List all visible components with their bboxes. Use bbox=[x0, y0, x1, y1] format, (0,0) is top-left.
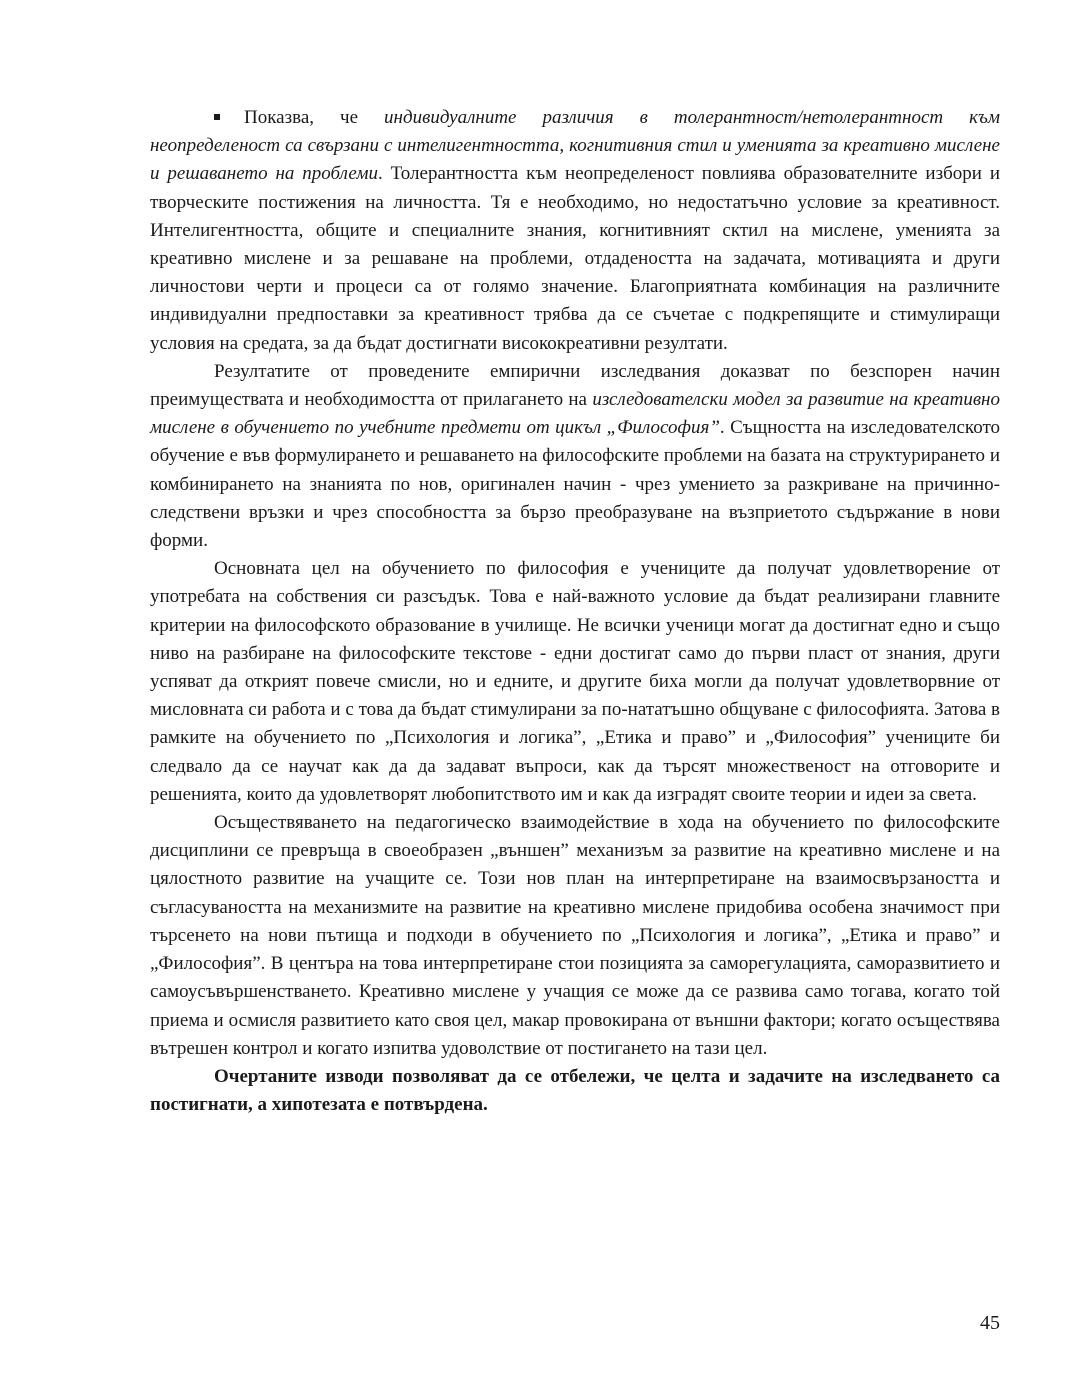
p1-lead: Показва, че bbox=[244, 107, 385, 128]
p1-rest: . Толерантността към неопределеност повлиява образователните избори и творческите постижения на личността. Тя е необходимо, но недостатъчно условие за креативност. Интелигентността, общите и специалните знания, когнитивният сктил на мислене, уменията за креативно мислене и за решаване на проблеми, отдадеността на задачата, мотивацията и други личностови черти и процеси са от голямо значение. Благоприятната комбинация на различните индивидуални предпоставки за креативност трябва да се съчетае с подкрепящите и стимулиращи условия на средата, за да бъдат достигнати висококреативни резултати. bbox=[150, 163, 1000, 354]
paragraph-pedagogical-interaction: Осъществяването на педагогическо взаимодействие в хода на обучението по философските дисциплини се превръща в своеобразен „външен” механизъм за развитие на креативно мислене и на цялостното развитие на учащите се. Този нов план на интерпретиране на взаимосвързаността и съгласуваността на механизмите на развитие на креативно мислене придобива особена значимост при търсенето на нови пътища и подходи в обучението по „Психология и логика”, „Етика и право” и „Философия”. В центъра на това интерпретиране стои позицията за саморегулацията, саморазвитието и самоусъвършенстването. Креативно мислене у учащия се може да се развива само тогава, когато той приема и осмисля развитието като своя цел, макар провокирана от външни фактори; когато осъществява вътрешен контрол и когато изпитва удоволствие от постигането на тази цел. bbox=[150, 812, 1000, 1059]
bullet-icon bbox=[214, 114, 220, 120]
page-number: 45 bbox=[980, 1312, 1000, 1334]
p2-italic: изследователски модел за развитие на креативно мислене в обучението по учебните предмети от цикъл „Философия” bbox=[150, 389, 1000, 439]
paragraph-main-goal: Основната цел на обучението по философия е учениците да получат удовлетворение от употребата на собствения си разсъдък. Това е най-важното условие да бъдат реализирани главните критерии на философското образование в училище. Не всички ученици могат да достигнат едно и също ниво на разбиране на философските текстове - едни достигат само до първи пласт от знания, други успяват да открият повече смисли, но и едните, и другите биха могли да получат удовлетворвние от мисловната си работа и с това да бъдат стимулирани за по-нататъшно общуване с философията. Затова в рамките на обучението по „Психология и логика”, „Етика и право” и „Философия” учениците би следвало да се научат как да да задават въпроси, как да търсят множественост на отговорите и решенията, които да удовлетворят любопитството им и как да изградят своите теории и идеи за света. bbox=[150, 558, 1000, 805]
p1-italic: индивидуалните различия в толерантност/нетолерантност към неопределеност са свързани с интелигентността, когнитивния стил и уменията за креативно мислене и решаването на проблеми bbox=[150, 107, 1000, 185]
document-body bbox=[150, 104, 1000, 1119]
paragraph-conclusion: Очертаните изводи позволяват да се отбележи, че целта и задачите на изследването са постигнати, а хипотезата е потвърдена. bbox=[150, 1065, 1000, 1116]
p2-lead: Резултатите от проведените емпирични изследвания доказват по безспорен начин преимуществата и необходимостта от прилагането на bbox=[150, 360, 1000, 411]
paragraph-results bbox=[150, 358, 1000, 555]
p2-rest: . Същността на изследователското обучение е във формулирането и решаването на философските проблеми на базата на структурирането и комбинирането на знанията по нов, оригинален начин - чрез умението за разкриване на причинно-следствени връзки и чрез способността за бързо преобразуване на възприетото съдържание в нови форми. bbox=[150, 417, 1000, 552]
paragraph-bullet-finding bbox=[150, 104, 1000, 358]
